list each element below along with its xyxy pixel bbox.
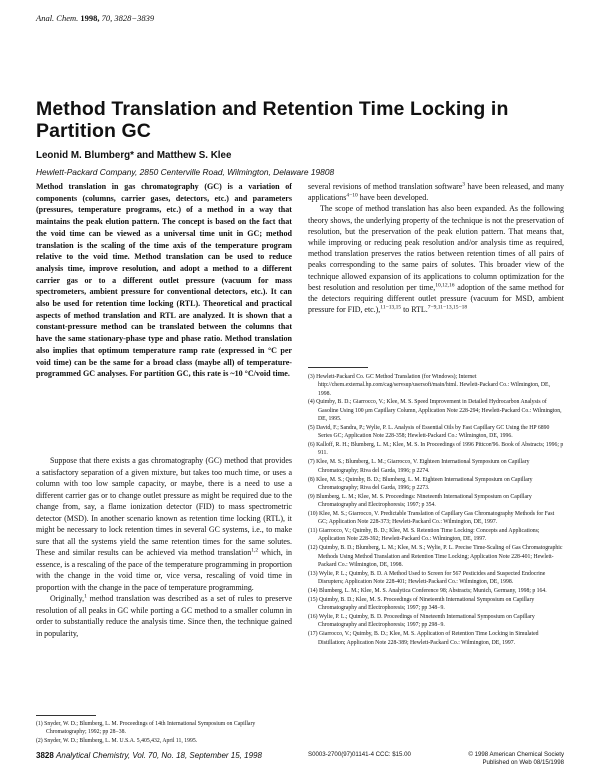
body-paragraph <box>308 181 564 203</box>
reference-item: (4) Quimby, B. D.; Giarrocco, V.; Klee, M. S. Speed Improvement in Detailed Hydrocarbon Analysis of Gasoline Using 100 μm Capillary Column, Application Note 228-294; Hewlett-Packard Co.: Wilmington, DE, 1995. <box>308 399 562 423</box>
page-footer-left <box>36 751 262 760</box>
body-paragraph <box>308 203 564 315</box>
footnote-rule <box>308 367 368 368</box>
reference-item: (17) Giarrocco, V.; Quimby, B. D.; Klee, M. S. Application of Retention Time Locking in Simulated Distillation; Application Note 228-389; Hewlett-Packard Co.: Wilmington, DE, 1997. <box>308 631 539 646</box>
journal-volume-pages: 70, 3828−3839 <box>101 13 155 23</box>
body-text: which, in essence, is a rescaling of the pace of the temperature programming in proportion with the change in the void time or, vice versa, rescaling of void time in proportion with the change in the pace of temperature programming. <box>36 548 292 592</box>
body-column-left <box>36 455 292 639</box>
reference-item: (6) Kalloff, R. H.; Blumberg, L. M.; Klee, M. S. In Proceedings of 1996 Pittcon'96. Book of Abstracts; 1996; p 911. <box>308 442 564 457</box>
reference-item: (3) Hewlett-Packard Co. GC Method Translation (for Windows); Internet http://chem.external.hp.com/cag/servsup/usersoft/main/html. Hewlett-Packard Co.: Wilmington, DE, 1998. <box>308 374 551 397</box>
citation-ref: 11−13,15 <box>380 304 402 311</box>
page-footer-right <box>308 751 564 766</box>
reference-item: (9) Blumberg, L. M.; Klee, M. S. Proceedings: Nineteenth International Symposium on Capillary Chromatography and Electrophoresis; 1997; p 354. <box>308 493 532 509</box>
reference-item: (15) Quimby, B. D.; Klee, M. S. Proceedings of Nineteenth International Symposium on Capillary Chromatography and Electrophoresis; 1997; pp 348−9. <box>308 596 535 612</box>
citation-ref: 1,2 <box>251 547 259 554</box>
article-code: S0003-2700(97)01141-4 CCC: $15.00 <box>308 751 411 758</box>
published-date: Published on Web 08/15/1998 <box>482 758 564 766</box>
body-text: method translation was described as a set of rules to preserve resolution of all peaks in GC while porting a GC method to a smaller column in order to substantially reduce the analysis time. Since then, the technique gained in popularity, <box>36 594 292 638</box>
citation-ref: 7−9,11−13,15−18 <box>427 304 468 311</box>
body-paragraph <box>36 455 292 593</box>
reference-list-right <box>308 373 564 647</box>
body-text: have been released, and many applications <box>308 182 564 203</box>
reference-item: (5) David, F.; Sandra, P.; Wylie, P. L. Analysis of Essential Oils by Fast Capillary GC Using the HP 6890 Series GC; Application Note 228-358; Hewlett-Packard Co.: Wilmington, DE, 1996. <box>308 424 550 440</box>
body-text: several revisions of method translation software <box>308 182 463 191</box>
author-list: Leonid M. Blumberg* and Matthew S. Klee <box>36 150 232 161</box>
reference-item: (16) Wylie, P. L.; Quimby, B. D. Proceedings of Nineteenth International Symposium on Capillary Chromatography and Electrophoresis; 1997; pp 298−9. <box>308 614 535 629</box>
footer-row <box>308 751 564 759</box>
body-paragraph <box>36 593 292 639</box>
body-column-right <box>308 181 564 315</box>
body-text: to RTL. <box>401 305 428 315</box>
citation-ref: 3 <box>462 181 466 188</box>
reference-list-left <box>36 720 292 745</box>
journal-issue: Analytical Chemistry, Vol. 70, No. 18, September 15, 1998 <box>56 751 262 760</box>
body-text: Suppose that there exists a gas chromatography (GC) method that provides a satisfactory separation of a given mixture, but takes too much time, or uses a column with too low sample capacity, or maybe, there is a need to use a different carrier gas or to change outlet pressure as might be required due to the change from, say, a flame ionization detector (FID) to mass spectrometric detector (MSD). In another scenario known as retention time locking (RTL), it might be necessary to lock retention times in several GC systems, i.e., to make sure that all the systems yield the same retention times for the same solutes. These and similar results can be achieved via method translation <box>36 456 292 557</box>
citation-ref: 4−10 <box>346 192 358 199</box>
reference-item: (14) Blumberg, L. M.; Klee, M. S. Analytica Conference 98; Abstracts; Munich, Germany, 1998; p 164. <box>308 587 547 594</box>
page-number: 3828 <box>36 751 54 760</box>
reference-item: (8) Klee, M. S.; Quimby, B. D.; Blumberg, L. M. Eighteen International Symposium on Capillary Chromatography; Riva del Garda, 1996; p 2273. <box>308 476 533 491</box>
copyright-notice: © 1998 American Chemical Society <box>468 751 564 758</box>
body-text: adoption of the same method for the detectors requiring different outlet pressure (vacuum for MSD, ambient pressure for FID, etc.), <box>308 282 564 315</box>
reference-item: (11) Giarrocco, V.; Quimby, B. D.; Klee, M. S. Retention Time Locking: Concepts and Applications; Application Note 228-392; Hewlett-Packard Co.: Wilmington, DE, 1997. <box>308 528 540 543</box>
journal-citation <box>36 13 154 23</box>
body-text: Originally, <box>50 594 85 603</box>
footnote-rule <box>36 715 96 716</box>
citation-ref: 1 <box>84 593 87 600</box>
body-text: The scope of method translation has also been expanded. As the following theory shows, the underlying property of the technique is not the preservation of resolution, but the preservation of the peak elution pattern. That means that, while improving or reducing peak resolution and/or analysis time as required, method translation preserves the ratios between retention times of all pairs of peaks corresponding to the same pairs of solutes. This broader view of the technique allowed expansion of its applications to column optimization for the best resolution and resolution per time, <box>308 204 564 292</box>
reference-item: (10) Klee, M. S.; Giarrocco, V. Predictable Translation of Capillary Gas Chromatography Methods for Fast GC; Application Note 228-373; Hewlett-Packard Co.: Wilmington, DE, 1997. <box>308 510 555 526</box>
reference-item: (2) Snyder, W. D.; Blumberg, L. M. U.S.A. 5,405,432, April 11, 1995. <box>36 737 198 744</box>
reference-item: (1) Snyder, W. D.; Blumberg, L. M. Proceedings of 14th International Symposium on Capillary Chromatography; 1992; pp 28−38. <box>36 721 256 736</box>
reference-item: (13) Wylie, P. L.; Quimby, B. D. A Method Used to Screen for 567 Pesticides and Suspected Endocrine Disrupters; Application Note 228-401; Hewlett-Packard Co.: Wilmington, DE, 1998. <box>308 570 546 586</box>
citation-ref: 10,12,16 <box>435 282 455 289</box>
body-text: have been developed. <box>357 193 429 203</box>
reference-item: (12) Quimby, B. D.; Blumberg, L. M.; Klee, M. S.; Wylie, P. L. Precise Time-Scaling of Gas Chromatographic Methods Using Method Translation and Retention Time Locking; Application Note 228-401; Hewlett-Packard Co.: Wilmington, DE, 1998. <box>308 545 563 568</box>
author-affiliation: Hewlett-Packard Company, 2850 Centerville Road, Wilmington, Delaware 19808 <box>36 167 335 177</box>
journal-name: Anal. Chem. <box>36 13 79 23</box>
abstract: Method translation in gas chromatography (GC) is a variation of components (columns, carrier gases, detectors, etc.) and parameters (pressures, temperature programs, etc.) of a method in a way that maintains the peak elution pattern. The concept is based on the fact that the void time can be viewed as a universal time unit in GC; method translation is the scaling of the time axis of the temperature program relative to the void time. Method translation can be used to reduce analysis time, improve resolution, and adopt a method to a different carrier gas or to a different outlet pressure (vacuum for mass spectrometers, ambient pressure for conventional detectors, etc.). It can also be used for retention time locking (RTL). Theoretical and practical aspects of method translation and RTL are analyzed. It is shown that a constant-pressure method can be translated between the columns that have the same stationary-phase type and phase ratio. Method translation also implies that optimum temperature ramp rate (expressed in °C per void time) can be the same for a broad class (maybe all) of temperature-programmed GC analyses. For partition GC, this rate is ~10 °C/void time. <box>36 182 292 379</box>
journal-year: 1998, <box>80 13 100 23</box>
reference-item: (7) Klee, M. S.; Blumberg, L. M.; Giarrocco, V. Eighteen International Symposium on Capillary Chromatography; Riva del Garda, 1996; p 2274. <box>308 459 530 474</box>
article-title: Method Translation and Retention Time Locking in Partition GC <box>36 98 509 142</box>
